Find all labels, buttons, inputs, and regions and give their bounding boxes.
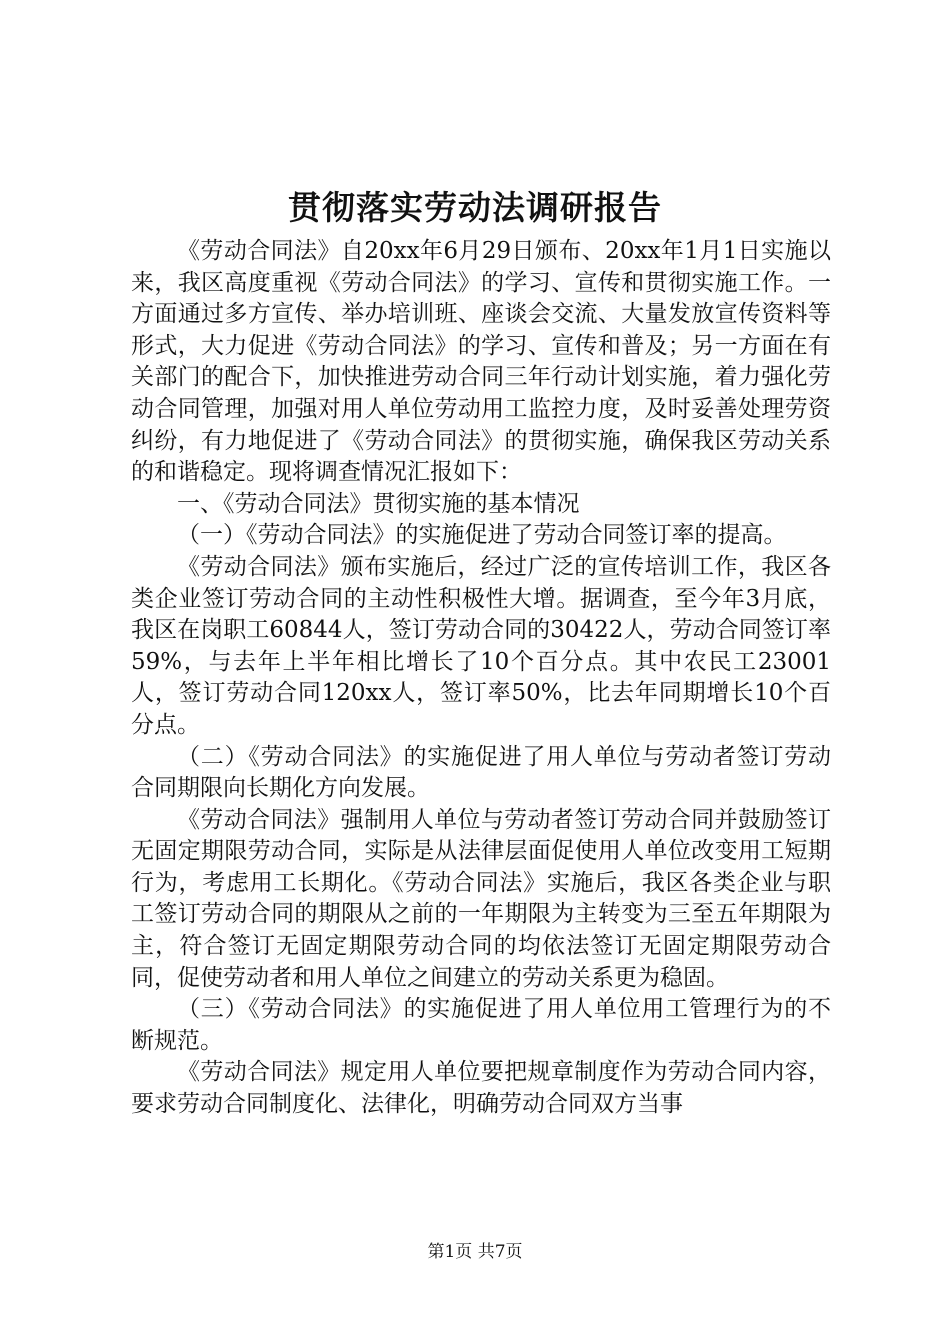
document-body — [131, 236, 831, 1121]
page-number-footer: 第1页 共7页 — [427, 1242, 523, 1262]
subsection-heading-3: （三）《劳动合同法》的实施促进了用人单位用工管理行为的不断规范。 — [131, 996, 831, 1054]
subsection-heading-2: （二）《劳动合同法》的实施促进了用人单位与劳动者签订劳动合同期限向长期化方向发展。 — [131, 743, 831, 802]
section-heading-1: 一、《劳动合同法》贯彻实施的基本情况 — [177, 490, 580, 517]
document-title: 贯彻落实劳动法调研报告 — [288, 188, 662, 227]
paragraph-subsection-1: 《劳动合同法》颁布实施后，经过广泛的宣传培训工作，我区各类企业签订劳动合同的主动性积极性大增。据调查，至今年3月底，我区在岗职工60844人，签订劳动合同的30422人，劳动合同签订率59%，与去年上半年相比增长了10个百分点。其中农民工23001人，签订劳动合同120xx人，签订率50%，比去年同期增长10个百分点。 — [131, 553, 831, 738]
subsection-heading-1: （一）《劳动合同法》的实施促进了劳动合同签订率的提高。 — [177, 522, 787, 549]
paragraph-intro: 《劳动合同法》自20xx年6月29日颁布、20xx年1月1日实施以来，我区高度重视《劳动合同法》的学习、宣传和贯彻实施工作。一方面通过多方宣传、举办培训班、座谈会交流、大量发放宣传资料等形式，大力促进《劳动合同法》的学习、宣传和普及；另一方面在有关部门的配合下，加快推进劳动合同三年行动计划实施，着力强化劳动合同管理，加强对用人单位劳动用工监控力度，及时妥善处理劳资纠纷，有力地促进了《劳动合同法》的贯彻实施，确保我区劳动关系的和谐稳定。现将调查情况汇报如下： — [131, 238, 831, 486]
paragraph-subsection-2: 《劳动合同法》强制用人单位与劳动者签订劳动合同并鼓励签订无固定期限劳动合同，实际是从法律层面促使用人单位改变用工短期行为，考虑用工长期化。《劳动合同法》实施后，我区各类企业与职工签订劳动合同的期限从之前的一年期限为主转变为三至五年期限为主，符合签订无固定期限劳动合同的均依法签订无固定期限劳动合同，促使劳动者和用人单位之间建立的劳动关系更为稳固。 — [131, 806, 831, 991]
paragraph-subsection-3: 《劳动合同法》规定用人单位要把规章制度作为劳动合同内容，要求劳动合同制度化、法律化，明确劳动合同双方当事 — [131, 1059, 831, 1118]
